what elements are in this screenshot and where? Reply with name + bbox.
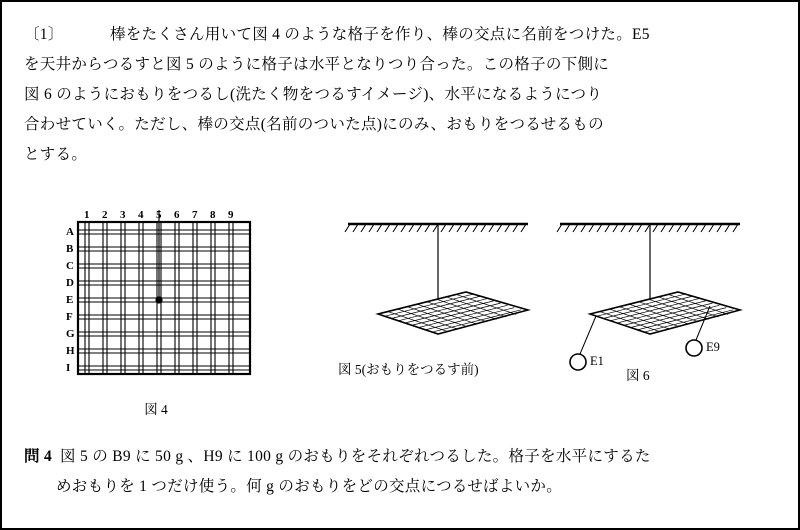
fig4-col-label-1: 1: [84, 209, 90, 221]
fig4-col-label-3: 3: [120, 209, 126, 221]
fig4-row-label-e: E: [66, 294, 74, 306]
figure-6-caption: 図 6: [626, 368, 650, 383]
fig4-col-label-9: 9: [228, 209, 234, 221]
problem-number: 〔1〕: [24, 26, 64, 43]
figure-5-caption: 図 5(おもりをつるす前): [338, 362, 479, 377]
problem-line-3: 図 6 のようにおもりをつるし(洗たく物をつるすイメージ)、水平になるようにつり: [24, 86, 603, 103]
question-line-1: 図 5 の B9 に 50 g 、H9 に 100 g のおもりをそれぞれつるした。格子を水平にするた: [60, 448, 651, 465]
fig4-col-label-2: 2: [102, 209, 108, 221]
figure-4-graphic: [58, 210, 268, 390]
problem-line-1: 棒をたくさん用いて図 4 のような格子を作り、棒の交点に名前をつけた。E5: [110, 26, 650, 43]
fig4-row-label-h: H: [66, 345, 75, 357]
problem-line-5: とする。: [24, 146, 88, 163]
fig4-row-label-i: I: [66, 362, 71, 374]
figure-6-graphic: [550, 214, 750, 384]
figure-5: [338, 214, 538, 364]
problem-line-4: 合わせていく。ただし、棒の交点(名前のついた点)にのみ、おもりをつるせるもの: [24, 116, 604, 133]
problem-statement: [24, 20, 780, 170]
fig4-row-label-c: C: [66, 260, 74, 272]
question-line-2: めおもりを 1 つだけ使う。何 g のおもりをどの交点につるせばよいか。: [56, 478, 563, 495]
fig4-col-label-8: 8: [210, 209, 216, 221]
fig6-weight-label-e1: E1: [590, 354, 604, 368]
fig4-row-label-f: F: [66, 311, 73, 323]
figure-area: [2, 200, 800, 435]
fig4-row-label-g: G: [66, 328, 75, 340]
fig4-col-label-7: 7: [192, 209, 198, 221]
problem-line-2: を天井からつるすと図 5 のように格子は水平となりつり合った。この格子の下側に: [24, 56, 610, 73]
fig4-row-label-a: A: [66, 226, 74, 238]
fig4-row-label-d: D: [66, 277, 74, 289]
question-label: 問 4: [24, 448, 53, 465]
fig6-weight-label-e9: E9: [706, 340, 720, 354]
figure-6: [550, 214, 750, 384]
figure-4-caption: 図 4: [144, 402, 168, 417]
fig4-col-label-5: 5: [156, 209, 162, 221]
fig4-col-label-6: 6: [174, 209, 180, 221]
figure-5-graphic: [338, 214, 538, 364]
fig4-row-label-b: B: [66, 243, 74, 255]
fig4-col-label-4: 4: [138, 209, 144, 221]
question-block: [24, 442, 780, 502]
figure-4: [58, 210, 268, 390]
